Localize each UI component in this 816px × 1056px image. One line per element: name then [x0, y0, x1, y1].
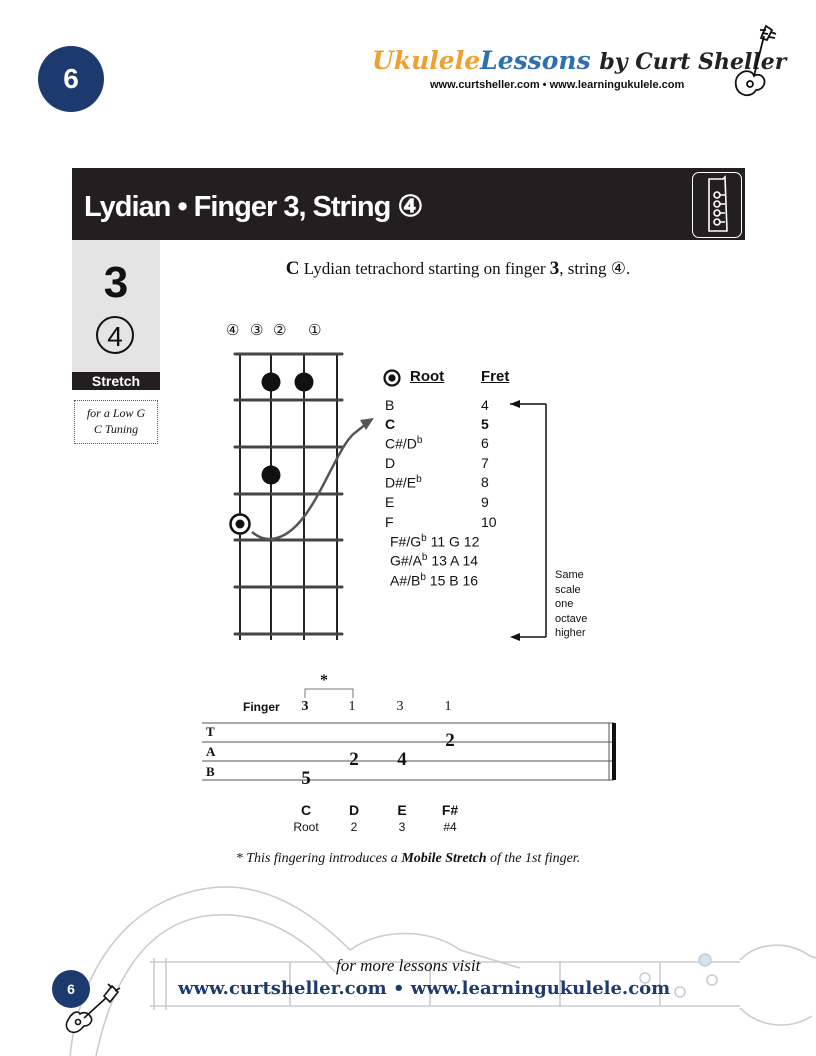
root-marker — [231, 515, 250, 534]
arrow-left-icon — [510, 400, 520, 408]
finger-row-label: Finger — [243, 700, 280, 714]
brand-lessons: Lessons — [480, 46, 591, 75]
brand-author: by Curt Sheller — [599, 49, 787, 75]
tab-fret-number: 2 — [445, 730, 455, 751]
page-title: Lydian • Finger 3, String ④ — [84, 191, 423, 223]
table-row-fret: 7 — [481, 455, 489, 471]
stretch-label: Stretch — [72, 372, 160, 390]
subtitle-text-2: , string ④. — [559, 259, 631, 278]
tab-fret-number: 4 — [397, 749, 407, 770]
finger-dot — [295, 373, 314, 392]
footnote: * This fingering introduces a Mobile Stretch of the 1st finger. — [235, 851, 581, 866]
root-legend-icon — [383, 369, 401, 387]
stretch-bracket — [300, 686, 360, 700]
tab-fret-number: 2 — [349, 749, 359, 770]
string-label-1: ① — [308, 321, 322, 339]
subtitle-key: C — [285, 258, 300, 279]
subtitle-finger: 3 — [549, 258, 560, 279]
ukulele-logo-icon — [730, 24, 778, 100]
tuning-line-1: for a Low G — [86, 406, 146, 420]
table-row-note: E — [385, 494, 395, 510]
footer-tagline: for more lessons visit — [336, 956, 481, 975]
scale-degree: 3 — [398, 820, 406, 834]
finger-dot — [262, 466, 281, 485]
arrow-left-icon — [510, 633, 520, 641]
table-extra-row: $G\#/A^b$ 13 A 14 — [390, 552, 479, 569]
finger-number: 1 — [444, 699, 452, 714]
headstock-drawing-icon — [693, 173, 741, 237]
tuning-line-2: C Tuning — [93, 422, 139, 436]
side-finger-number: 3 — [103, 258, 129, 307]
octave-note: Same scale one octave higher — [555, 569, 588, 639]
header-urls: www.curtsheller.com • www.learningukulele.com — [430, 79, 685, 91]
finger-number: 3 — [396, 699, 404, 714]
subtitle-text-1: Lydian tetrachord starting on finger — [299, 259, 550, 278]
brand-logo — [372, 46, 786, 75]
page-number-badge: 6 — [38, 46, 104, 112]
table-extra-row: $F\#/G^b$ 11 G 12 — [390, 533, 480, 550]
scale-degree: #4 — [443, 820, 457, 834]
fretboard-frets — [235, 354, 342, 634]
brand-ukulele: Ukulele — [372, 46, 481, 75]
tab-letter: T — [206, 724, 215, 739]
string-label-2: ② — [273, 321, 287, 339]
finger-number: 1 — [348, 699, 356, 714]
stretch-asterisk: * — [320, 672, 328, 689]
scale-degree: Root — [293, 820, 319, 834]
side-string-number: 4 — [96, 316, 134, 354]
finger-number: 3 — [301, 699, 309, 714]
table-row-note: B — [385, 397, 395, 413]
table-row-fret: 8 — [481, 474, 489, 490]
table-row-fret: 9 — [481, 494, 489, 510]
tab-fret-number: 5 — [301, 768, 311, 789]
table-row-fret: 5 — [481, 416, 489, 432]
table-extra-row: $A\#/B^b$ 15 B 16 — [390, 572, 479, 589]
note-name: D — [348, 802, 360, 818]
fret-column-header: Fret — [481, 368, 510, 385]
table-row-fret: 10 — [481, 514, 497, 530]
finger-dot — [262, 373, 281, 392]
subtitle — [160, 258, 756, 280]
scale-degree: 2 — [350, 820, 358, 834]
note-name: E — [397, 802, 407, 818]
table-row-note: $C\#/D^b$ — [385, 435, 423, 452]
tab-letter: A — [206, 744, 216, 759]
table-row-note: C — [385, 416, 396, 432]
footer-ukulele-icon — [62, 980, 124, 1036]
table-row-fret: 6 — [481, 435, 489, 451]
string-label-3: ③ — [250, 321, 264, 339]
footer-page-number: 6 — [52, 970, 90, 1008]
tuning-note-box — [74, 400, 158, 444]
fretboard-strings — [240, 354, 337, 640]
table-row-note: F — [385, 514, 394, 530]
table-row-fret: 4 — [481, 397, 489, 413]
note-name: F# — [441, 802, 459, 818]
table-row-note: D — [385, 455, 396, 471]
ukulele-headstock-icon — [692, 172, 742, 238]
footer-urls: www.curtsheller.com • www.learningukulele.com — [178, 978, 671, 999]
tab-letter: B — [206, 764, 215, 779]
string-label-4: ④ — [226, 321, 240, 339]
root-column-header: Root — [410, 368, 445, 385]
note-name: C — [300, 802, 312, 818]
tab-end-barline — [612, 723, 616, 780]
table-row-note: $D\#/E^b$ — [385, 474, 422, 491]
